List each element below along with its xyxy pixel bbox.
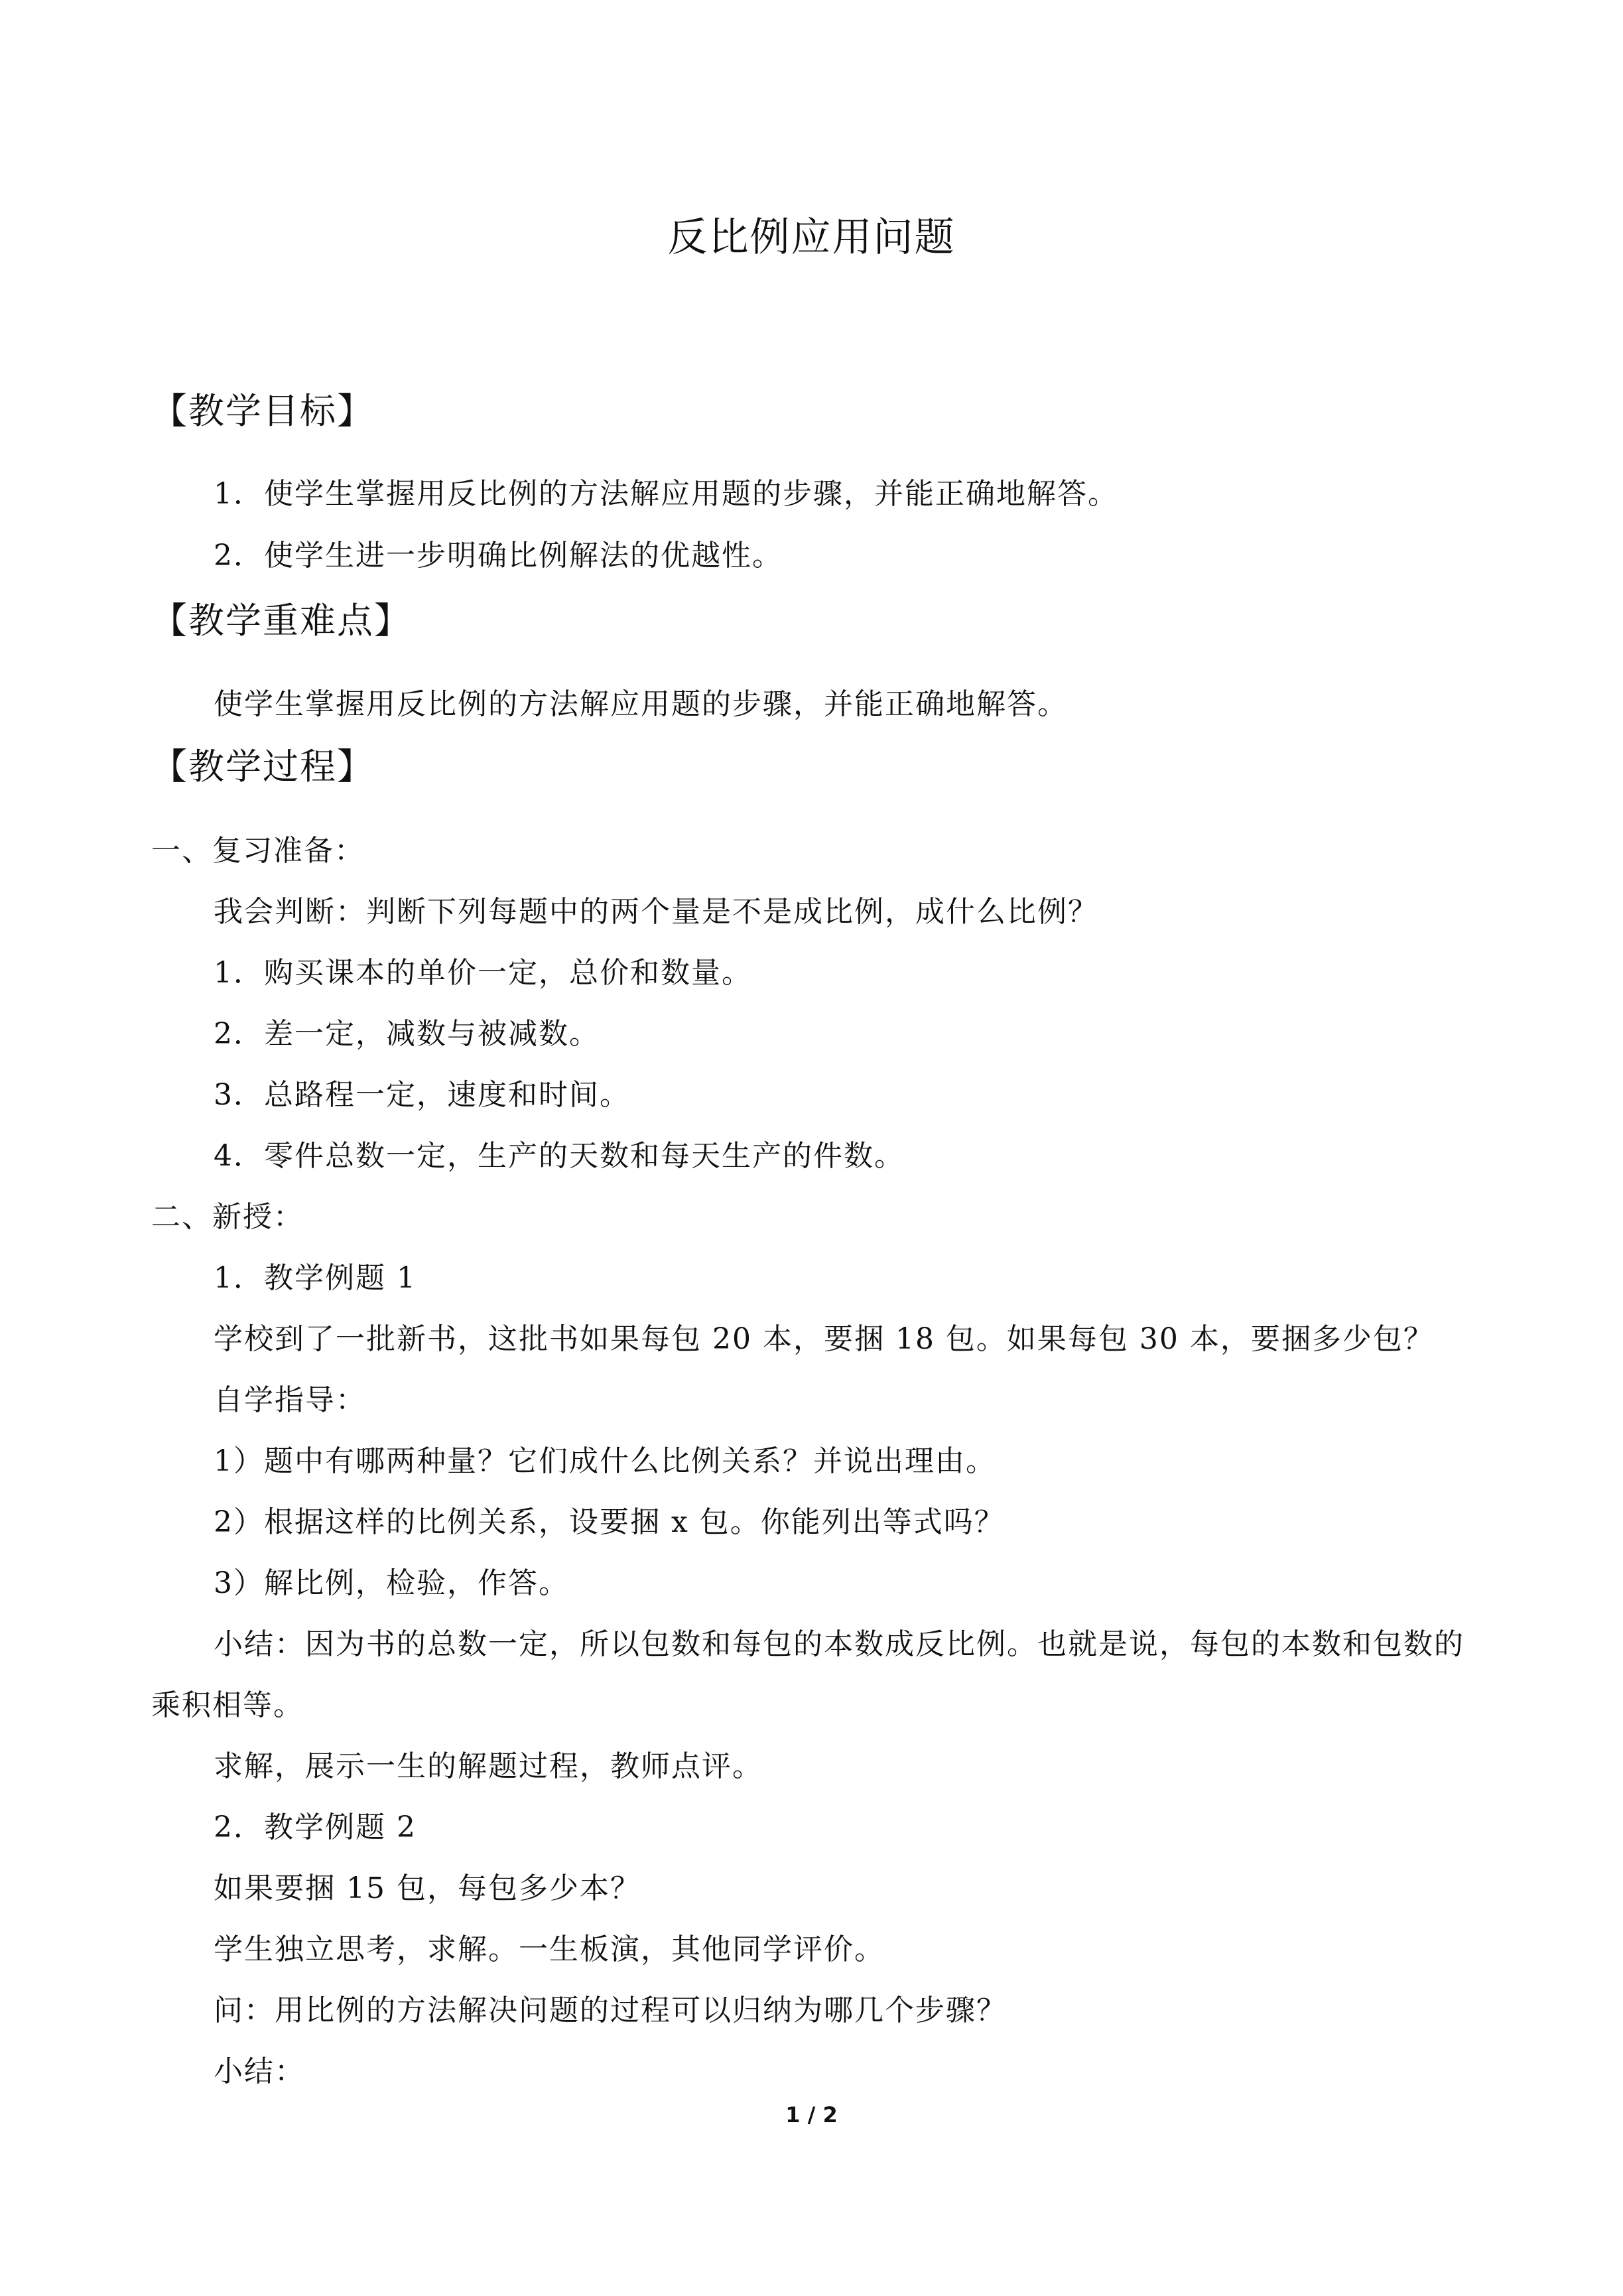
- self-study-item: 1）题中有哪两种量？它们成什么比例关系？并说出理由。: [214, 1444, 996, 1478]
- example2-title: 2．教学例题 2: [214, 1810, 417, 1844]
- review-item: 2．差一定，减数与被减数。: [214, 1017, 600, 1051]
- example2-note: 学生独立思考，求解。一生板演，其他同学评价。: [214, 1932, 885, 1966]
- goal-item: 1．使学生掌握用反比例的方法解应用题的步骤，并能正确地解答。: [214, 477, 1118, 511]
- review-item: 4．零件总数一定，生产的天数和每天生产的件数。: [214, 1139, 905, 1173]
- review-intro: 我会判断：判断下列每题中的两个量是不是成比例，成什么比例？: [214, 895, 1098, 929]
- example1-problem: 学校到了一批新书，这批书如果每包 20 本，要捆 18 包。如果每包 30 本，要捆多少包？: [214, 1322, 1434, 1356]
- page-number: 1 / 2: [785, 2102, 838, 2127]
- self-study-label: 自学指导：: [214, 1383, 366, 1417]
- self-study-item: 2）根据这样的比例关系，设要捆 x 包。你能列出等式吗？: [214, 1505, 1005, 1539]
- steps-question: 问：用比例的方法解决问题的过程可以归纳为哪几个步骤？: [214, 1993, 1007, 2027]
- review-item: 1．购买课本的单价一定，总价和数量。: [214, 956, 752, 990]
- goal-item: 2．使学生进一步明确比例解法的优越性。: [214, 539, 783, 573]
- key-points-text: 使学生掌握用反比例的方法解应用题的步骤，并能正确地解答。: [214, 687, 1068, 721]
- example1-title: 1．教学例题 1: [214, 1261, 417, 1295]
- heading-teaching-goals: 【教学目标】: [151, 390, 374, 432]
- solve-note: 求解，展示一生的解题过程，教师点评。: [214, 1749, 763, 1783]
- self-study-item: 3）解比例，检验，作答。: [214, 1566, 569, 1600]
- summary-label: 小结：: [214, 2055, 305, 2088]
- section-review-heading: 一、复习准备：: [151, 834, 365, 868]
- heading-key-points: 【教学重难点】: [151, 600, 411, 642]
- summary-paragraph: 小结：因为书的总数一定，所以包数和每包的本数成反比例。也就是说，每包的本数和包数的乘积相等。: [151, 1627, 1464, 1722]
- page-title: 反比例应用问题: [667, 214, 956, 261]
- review-item: 3．总路程一定，速度和时间。: [214, 1078, 630, 1112]
- section-new-lesson-heading: 二、新授：: [151, 1200, 304, 1234]
- example2-problem: 如果要捆 15 包，每包多少本？: [214, 1871, 641, 1905]
- heading-teaching-process: 【教学过程】: [151, 746, 374, 787]
